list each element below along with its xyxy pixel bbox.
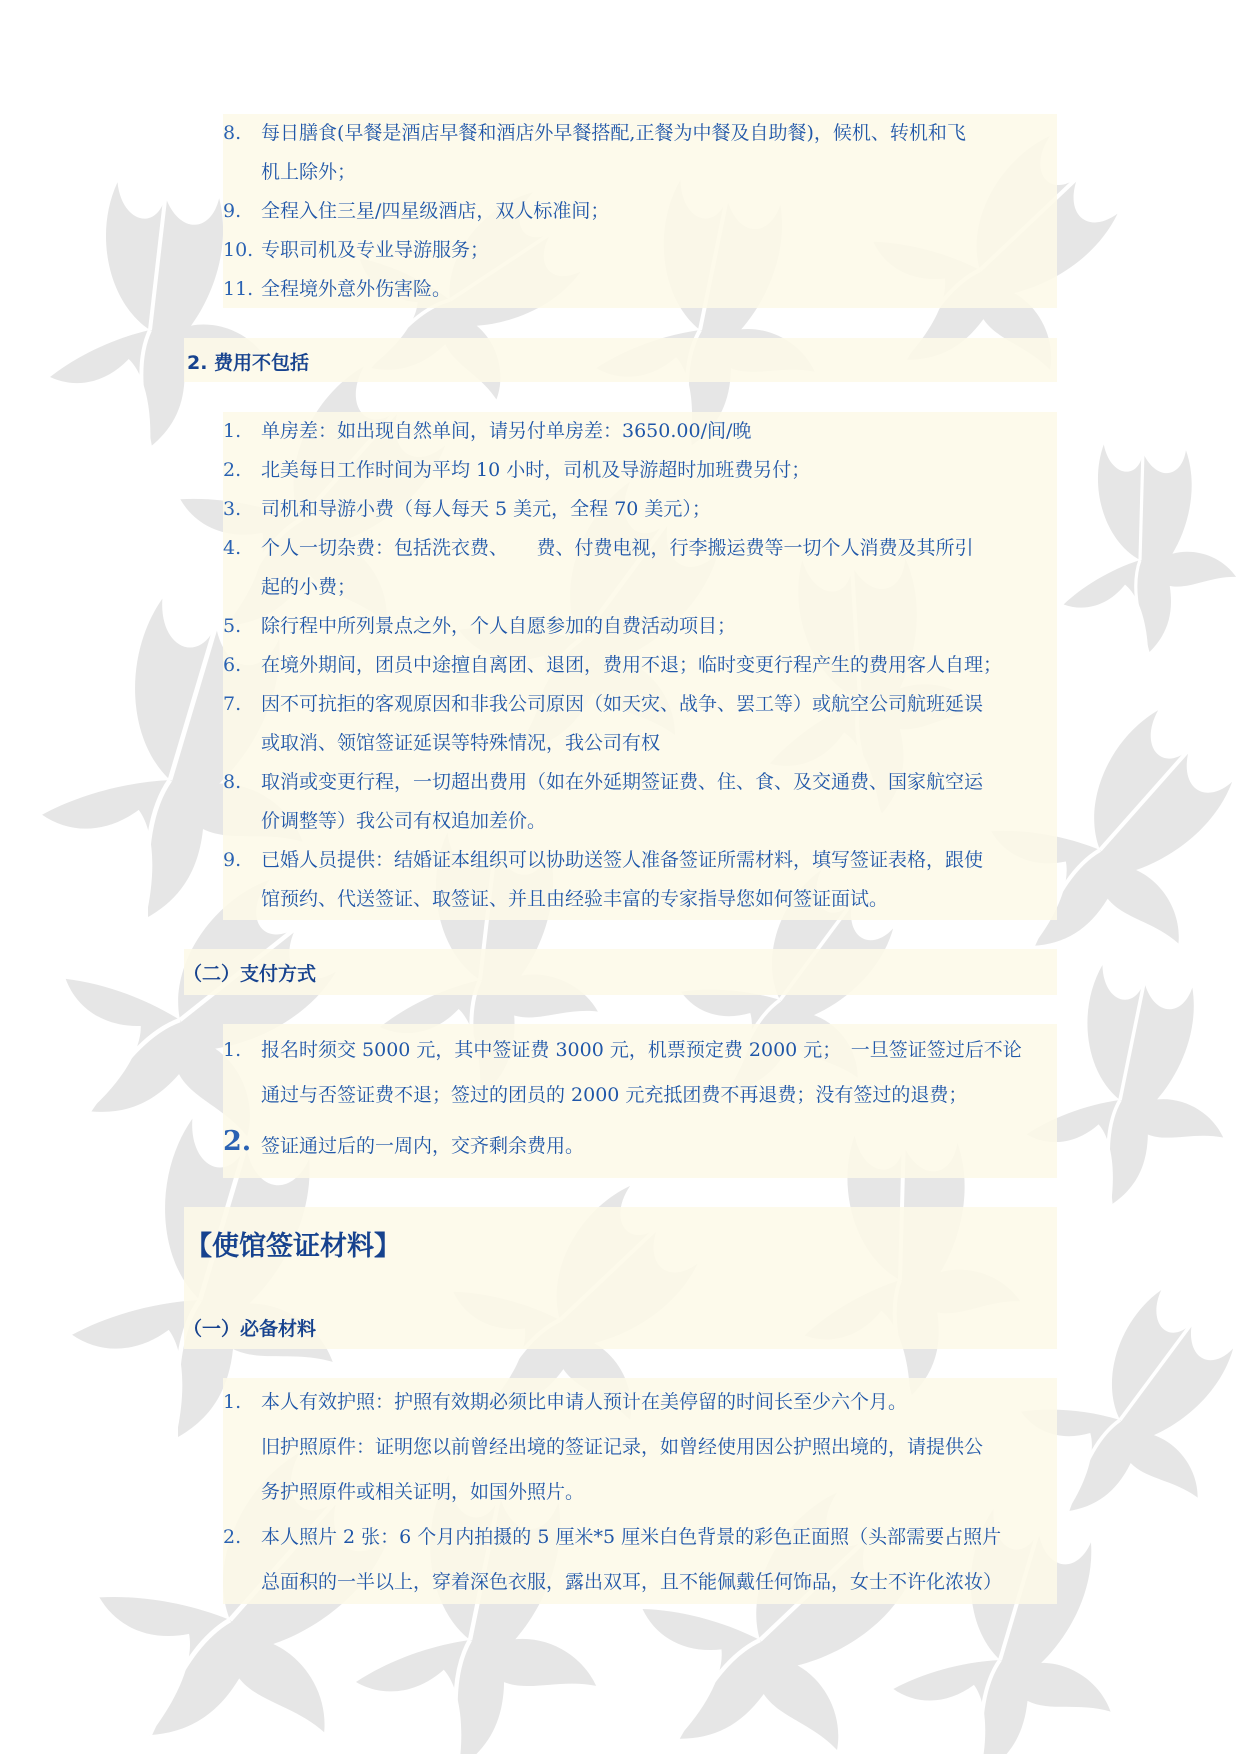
list-number: 5. xyxy=(223,615,242,637)
list-number: 1. xyxy=(223,1391,242,1413)
list-item xyxy=(223,1028,1057,1118)
list-text: 本人有效护照：护照有效期必须比申请人预计在美停留的时间长至少六个月。 xyxy=(261,1391,908,1413)
list-text: 个人一切杂费：包括洗衣费、 费、付费电视，行李搬运费等一切个人消费及其所引 xyxy=(261,537,974,559)
list-item xyxy=(223,607,1057,646)
list-item xyxy=(223,412,1057,451)
list-text: 因不可抗拒的客观原因和非我公司原因（如天灾、战争、罢工等）或航空公司航班延误 xyxy=(261,693,984,715)
list-text: 已婚人员提供：结婚证本组织可以协助送签人准备签证所需材料，填写签证表格，跟使 xyxy=(261,849,984,871)
list-number: 2. xyxy=(223,1126,252,1157)
visa-materials-list xyxy=(223,1378,1057,1604)
list-text: 价调整等）我公司有权追加差价。 xyxy=(261,810,547,832)
list-text: 北美每日工作时间为平均 10 小时，司机及导游超时加班费另付； xyxy=(261,459,811,481)
section-heading-excluded: 2. 费用不包括 xyxy=(187,352,310,374)
list-text: 司机和导游小费（每人每天 5 美元，全程 70 美元）； xyxy=(261,498,711,520)
list-number: 9. xyxy=(223,849,242,871)
list-text: 专职司机及专业导游服务； xyxy=(261,239,490,261)
list-text: 单房差：如出现自然单间，请另付单房差：3650.00/间/晚 xyxy=(261,420,752,442)
list-item xyxy=(223,490,1057,529)
list-text: 起的小费； xyxy=(261,576,357,598)
section-header-bar xyxy=(184,338,1057,382)
list-text: 取消或变更行程，一切超出费用（如在外延期签证费、住、食、及交通费、国家航空运 xyxy=(261,771,984,793)
list-number: 8. xyxy=(223,122,242,144)
list-text: 机上除外； xyxy=(261,161,357,183)
list-text: 旧护照原件：证明您以前曾经出境的签证记录，如曾经使用因公护照出境的，请提供公 xyxy=(261,1436,984,1458)
list-number: 2. xyxy=(223,1526,242,1548)
section-heading-payment: （二）支付方式 xyxy=(183,963,317,985)
list-number: 1. xyxy=(223,1039,242,1061)
list-number: 10. xyxy=(223,239,254,261)
list-number: 3. xyxy=(223,498,242,520)
list-text: 或取消、领馆签证延误等特殊情况，我公司有权 xyxy=(261,732,661,754)
list-text: 总面积的一半以上，穿着深色衣服，露出双耳，且不能佩戴任何饰品，女士不许化浓妆） xyxy=(261,1571,1003,1593)
list-text: 本人照片 2 张：6 个月内拍摄的 5 厘米*5 厘米白色背景的彩色正面照（头部需要占照片 xyxy=(261,1526,1002,1548)
list-text: 通过与否签证费不退；签过的团员的 2000 元充抵团费不再退费；没有签过的退费； xyxy=(261,1084,968,1106)
list-item xyxy=(223,763,1057,841)
list-number: 4. xyxy=(223,537,242,559)
list-item xyxy=(223,646,1057,685)
list-item xyxy=(223,1118,1057,1174)
list-number: 9. xyxy=(223,200,242,222)
list-item xyxy=(223,114,1057,192)
list-number: 1. xyxy=(223,420,242,442)
list-text: 除行程中所列景点之外，个人自愿参加的自费活动项目； xyxy=(261,615,737,637)
list-number: 7. xyxy=(223,693,242,715)
section-heading-required-materials: （一）必备材料 xyxy=(183,1318,317,1340)
list-item xyxy=(223,270,1057,309)
list-item xyxy=(223,529,1057,607)
list-text: 务护照原件或相关证明，如国外照片。 xyxy=(261,1481,585,1503)
list-item xyxy=(223,231,1057,270)
included-list-continued xyxy=(223,114,1057,308)
list-text: 在境外期间，团员中途擅自离团、退团，费用不退；临时变更行程产生的费用客人自理； xyxy=(261,654,1003,676)
list-item xyxy=(223,1380,1057,1515)
list-item xyxy=(223,1515,1057,1605)
list-text: 每日膳食(早餐是酒店早餐和酒店外早餐搭配,正餐为中餐及自助餐)，候机、转机和飞 xyxy=(261,122,966,144)
list-text: 馆预约、代送签证、取签证、并且由经验丰富的专家指导您如何签证面试。 xyxy=(261,888,889,910)
list-text: 报名时须交 5000 元，其中签证费 3000 元，机票预定费 2000 元； 一旦签证签过后不论 xyxy=(261,1039,1022,1061)
list-text: 全程境外意外伤害险。 xyxy=(261,278,452,300)
payment-list xyxy=(223,1024,1057,1178)
list-number: 8. xyxy=(223,771,242,793)
list-item xyxy=(223,841,1057,919)
list-number: 6. xyxy=(223,654,242,676)
list-number: 11. xyxy=(223,278,254,300)
list-item xyxy=(223,451,1057,490)
list-number: 2. xyxy=(223,459,242,481)
list-item xyxy=(223,685,1057,763)
page-section-title: 【使馆签证材料】 xyxy=(185,1231,401,1262)
list-text: 全程入住三星/四星级酒店，双人标准间； xyxy=(261,200,610,222)
excluded-list xyxy=(223,412,1057,920)
list-text: 签证通过后的一周内，交齐剩余费用。 xyxy=(261,1135,585,1157)
list-item xyxy=(223,192,1057,231)
